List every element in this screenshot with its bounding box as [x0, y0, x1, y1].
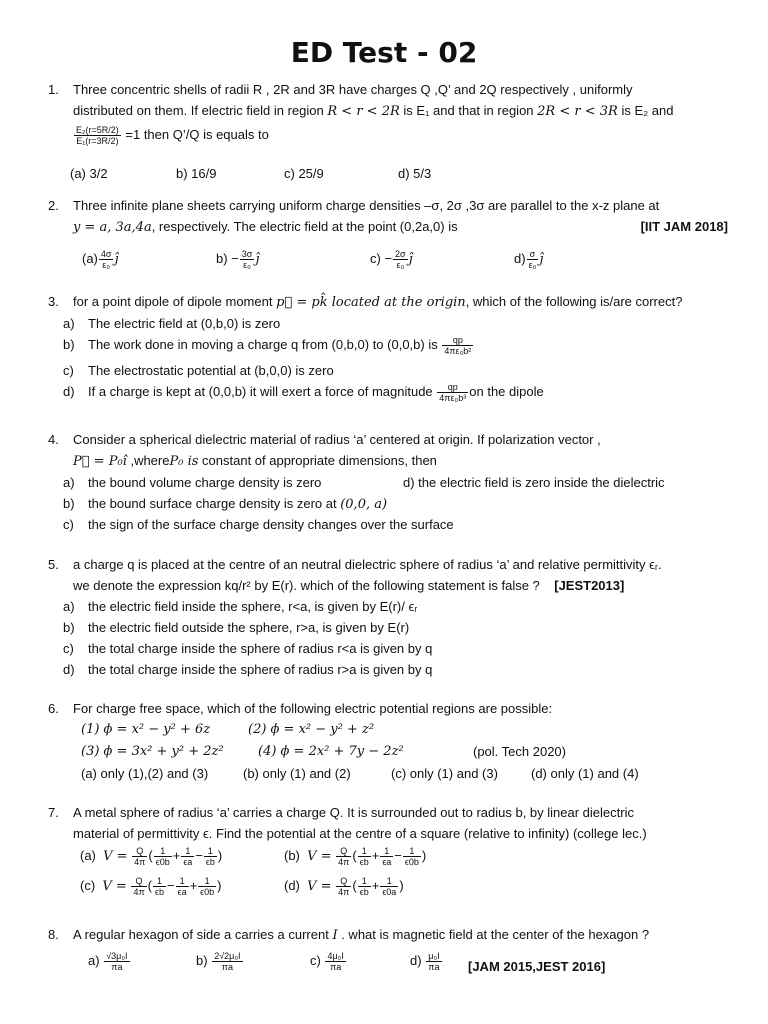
sub-label: c)	[63, 363, 74, 378]
fraction-numerator: E₂(r=5R/2)	[76, 125, 119, 136]
fraction-denominator: 4π	[133, 887, 145, 898]
option-label: d)	[514, 251, 526, 266]
fraction-denominator: ϵb	[155, 887, 164, 898]
potential-symbol: V =	[102, 879, 127, 894]
question-7	[48, 802, 738, 844]
fraction-numerator: 4μ₀I	[327, 951, 344, 962]
unit-vector: ĵ	[539, 252, 544, 267]
sub-text: the bound surface charge density is zero at	[88, 496, 337, 511]
q1-ratio-fraction	[74, 125, 121, 146]
q8-line1	[73, 924, 738, 946]
question-number: 7.	[48, 805, 59, 820]
q8-text: A regular hexagon of side a carries a current	[73, 927, 329, 942]
option-b: (b) only (1) and (2)	[243, 766, 351, 781]
q1-text: is E₂ and	[621, 103, 674, 118]
potential-3: (3) ϕ = 3x² + y² + 2z²	[81, 744, 224, 759]
q4-sub-a	[48, 472, 738, 493]
q3-text: , which of the following is/are correct?	[465, 294, 683, 309]
sub-label: a)	[63, 599, 75, 614]
fraction-denominator: ϵb	[359, 857, 369, 868]
question-1	[48, 79, 738, 146]
fraction-numerator: 1	[380, 876, 398, 887]
q4-point: (0,0, a)	[340, 497, 388, 512]
question-number: 6.	[48, 701, 59, 716]
option-b	[196, 950, 244, 972]
option-label: b) −	[216, 251, 239, 266]
option-a: (a) only (1),(2) and (3)	[81, 766, 209, 781]
fraction-numerator: μ₀I	[428, 951, 440, 962]
q5-line2	[73, 575, 738, 596]
fraction-numerator: 1	[181, 846, 194, 857]
q1-region2: 2R < r < 3R	[537, 104, 618, 119]
q6-potentials-row1	[73, 719, 738, 741]
fraction-numerator: qp	[437, 382, 468, 393]
option-label: a)	[88, 953, 100, 968]
fraction-numerator: 1	[204, 846, 217, 857]
potential-1: (1) ϕ = x² − y² + 6z	[81, 722, 211, 737]
q6-potentials-row2	[73, 741, 738, 763]
fraction-denominator: ϵb	[205, 857, 215, 868]
option-c: (c) V = $\frac{Q}{4\pi}$ ( $\frac{1}{\epsilon b}$ − $\frac{1}{\epsilon a}$ + $\frac{1}{\epsilon 0b}$ )	[80, 876, 222, 898]
q4-line2	[73, 450, 738, 472]
q5-line1: a charge q is placed at the centre of an neutral dielectric sphere of radius ‘a’ and relative permittivity ϵᵣ.	[73, 557, 662, 572]
q3-sub-b	[48, 334, 738, 360]
sub-text: the sign of the surface charge density changes over the surface	[88, 517, 454, 532]
q7-line2: material of permittivity ϵ. Find the potential at the centre of a square (relative to infinity) (college lec.)	[73, 826, 647, 841]
fraction-denominator: πa	[111, 962, 123, 973]
q5-sub-d	[48, 659, 738, 680]
potential-symbol: V =	[103, 849, 128, 864]
fraction-denominator: ϵ0a	[382, 887, 397, 898]
sub-label: b)	[63, 337, 75, 352]
q6-options	[73, 763, 738, 785]
fraction-numerator: 1	[358, 876, 371, 887]
sub-label: b)	[63, 496, 75, 511]
q2-line2	[73, 216, 738, 238]
q2-text: , respectively. The electric field at the point (0,2a,0) is	[151, 219, 458, 234]
question-3	[48, 291, 738, 402]
current-symbol: I	[332, 928, 338, 943]
q3-dipole-expr: p⃗ = pk̂ located at the origin	[276, 295, 466, 310]
option-d: (d) V = $\frac{Q}{4\pi}$ ( $\frac{1}{\epsilon b}$ + $\frac{1}{\epsilon 0a}$ )	[284, 876, 404, 898]
fraction-numerator: 1	[176, 876, 189, 887]
fraction-denominator: πa	[221, 962, 233, 973]
q4-line1: Consider a spherical dielectric material of radius ‘a’ centered at origin. If polarization vector ,	[73, 432, 601, 447]
fraction-denominator: 4πε₀b³	[439, 393, 467, 404]
unit-vector: ĵ	[408, 252, 413, 267]
q2-options	[48, 248, 738, 278]
page-title: ED Test - 02	[290, 36, 478, 69]
fraction-denominator: ε₀	[528, 260, 537, 271]
option-a: (a) V = $\frac{Q}{4\pi}$ ( $\frac{1}{\epsilon 0b}$ + $\frac{1}{\epsilon a}$ − $\frac{1}{\epsilon b}$ )	[80, 846, 223, 868]
fraction-denominator: ϵb	[359, 887, 369, 898]
sub-label: b)	[63, 620, 75, 635]
sub-text: the total charge inside the sphere of radius r>a is given by q	[88, 662, 433, 677]
option-c: (c) only (1) and (3)	[391, 766, 498, 781]
potential-symbol: V =	[307, 849, 332, 864]
q4-const: P₀ is	[169, 454, 199, 469]
option-label: (a)	[80, 848, 96, 863]
q3-text: for a point dipole of dipole moment	[73, 294, 273, 309]
option-label: c) −	[370, 251, 393, 266]
fraction-denominator: ϵa	[183, 857, 193, 868]
sub-text: the electric field inside the sphere, r<a, is given by E(r)/ ϵᵣ	[88, 599, 418, 614]
fraction-denominator: ϵa	[382, 857, 392, 868]
option-b: (b) V = $\frac{Q}{4\pi}$ ( $\frac{1}{\epsilon b}$ + $\frac{1}{\epsilon a}$ − $\frac{1}{\epsilon 0b}$ )	[284, 846, 427, 868]
option-c: c) 25/9	[284, 166, 324, 181]
option-label: (d)	[284, 878, 300, 893]
source-tag: [IIT JAM 2018]	[640, 219, 728, 234]
sub-label: d)	[63, 662, 75, 677]
q4-sub-b	[48, 493, 738, 514]
option-label: b)	[196, 953, 208, 968]
sub-text: The work done in moving a charge q from (0,b,0) to (0,0,b) is	[88, 337, 438, 352]
option-d: (d) only (1) and (4)	[531, 766, 639, 781]
question-6	[48, 698, 738, 785]
potential-2: (2) ϕ = x² − y² + z²	[248, 722, 375, 737]
q1-line2	[73, 100, 738, 122]
option-d: d) 5/3	[398, 166, 432, 181]
fraction-denominator: 4π	[134, 857, 146, 868]
sub-text: the electric field outside the sphere, r>a, is given by E(r)	[88, 620, 410, 635]
q2-positions: y = a, 3a,4a	[73, 220, 152, 235]
q5-sub-b	[48, 617, 738, 638]
q1-text: distributed on them. If electric field in region	[73, 103, 324, 118]
q3-line1	[73, 291, 738, 313]
option-label: (a)	[82, 251, 98, 266]
q3-sub-c	[48, 360, 738, 381]
sub-label: c)	[63, 641, 74, 656]
fraction-numerator: 2σ	[395, 249, 406, 260]
unit-vector: ĵ	[255, 252, 260, 267]
q4-text: constant of appropriate dimensions, then	[202, 453, 437, 468]
potential-4: (4) ϕ = 2x² + 7y − 2z²	[258, 744, 404, 759]
option-c	[370, 248, 413, 270]
fraction-denominator: ε₀	[243, 260, 251, 271]
source-tag: [JEST2013]	[554, 578, 625, 593]
option-label: (b)	[284, 848, 300, 863]
fraction-numerator: 2√2μ₀I	[214, 951, 241, 962]
question-5	[48, 554, 738, 680]
question-number: 3.	[48, 294, 59, 309]
fraction-numerator: 1	[358, 846, 371, 857]
sub-label: a)	[63, 316, 75, 331]
fraction-numerator: 1	[154, 846, 172, 857]
sub-label: d)	[63, 384, 75, 399]
source-tag: [JAM 2015,JEST 2016]	[468, 959, 606, 974]
q8-options	[48, 950, 738, 980]
fraction-denominator: ε₀	[396, 260, 405, 271]
option-label: (c)	[80, 878, 96, 893]
fraction-denominator: πa	[330, 962, 342, 973]
fraction-numerator: 1	[198, 876, 216, 887]
q5-sub-a	[48, 596, 738, 617]
sub-text: d) the electric field is zero inside the dielectric	[403, 475, 665, 490]
fraction-numerator: √3μ₀I	[106, 951, 128, 962]
fraction-numerator: Q	[336, 846, 351, 857]
fraction-numerator: Q	[132, 846, 147, 857]
q6-line1: For charge free space, which of the following electric potential regions are possible:	[73, 701, 553, 716]
unit-vector: ĵ	[114, 252, 119, 267]
option-c	[310, 950, 347, 972]
sub-text: If a charge is kept at (0,0,b) it will exert a force of magnitude	[88, 384, 433, 399]
sub-label: a)	[63, 475, 75, 490]
sub-text: the bound volume charge density is zero	[88, 475, 322, 490]
fraction-denominator: 4πε₀b²	[444, 346, 472, 357]
fraction-denominator: 4π	[338, 857, 350, 868]
q3-sub-d	[48, 381, 738, 402]
potential-symbol: V =	[307, 879, 332, 894]
fraction-numerator: 1	[153, 876, 166, 887]
fraction-denominator: E₁(r=3R/2)	[76, 136, 119, 147]
fraction-denominator: ϵ0b	[404, 857, 419, 868]
sub-text: The electrostatic potential at (b,0,0) is zero	[88, 363, 334, 378]
fraction-numerator: 4σ	[100, 249, 112, 260]
fraction-numerator: 1	[403, 846, 421, 857]
option-label: d)	[410, 953, 422, 968]
question-number: 4.	[48, 432, 59, 447]
fraction-denominator: ϵa	[177, 887, 187, 898]
q2-line1: Three infinite plane sheets carrying uniform charge densities –σ, 2σ ,3σ are parallel to the x-z plane at	[73, 198, 660, 213]
option-label: c)	[310, 953, 321, 968]
q3-sub-a	[48, 313, 738, 334]
q8-text: . what is magnetic field at the center of the hexagon ?	[341, 927, 650, 942]
sub-text: on the dipole	[469, 384, 544, 399]
option-a: (a) 3/2	[70, 166, 108, 181]
q1-text: =1 then Q’/Q is equals to	[125, 127, 269, 142]
option-d	[410, 950, 443, 972]
question-4	[48, 429, 738, 535]
fraction-denominator: 4π	[338, 887, 350, 898]
q4-sub-c	[48, 514, 738, 535]
q7-options	[48, 845, 738, 905]
question-number: 5.	[48, 557, 59, 572]
question-number: 2.	[48, 198, 59, 213]
q4-polarization: P⃗ = P₀î	[73, 454, 127, 469]
fraction-denominator: ε₀	[102, 260, 111, 271]
sub-text: The electric field at (0,b,0) is zero	[88, 316, 281, 331]
fraction-numerator: Q	[131, 876, 146, 887]
fraction-denominator: ϵ0b	[155, 857, 170, 868]
q1-line1: Three concentric shells of radii R , 2R and 3R have charges Q ,Q’ and 2Q respectively , uniformly	[73, 82, 633, 97]
q4-text: ,where	[130, 453, 170, 468]
option-d	[514, 248, 543, 270]
fraction-numerator: Q	[336, 876, 351, 887]
option-b: b) 16/9	[176, 166, 217, 181]
question-2	[48, 195, 738, 238]
q5-sub-c	[48, 638, 738, 659]
fraction-denominator: πa	[428, 962, 440, 973]
sub-text: the total charge inside the sphere of radius r<a is given by q	[88, 641, 433, 656]
q7-line1: A metal sphere of radius ‘a’ carries a charge Q. It is surrounded out to radius b, by linear dielectric	[73, 805, 634, 820]
source-tag: (pol. Tech 2020)	[473, 744, 566, 759]
q1-region1: R < r < 2R	[327, 104, 400, 119]
question-number: 1.	[48, 82, 59, 97]
question-8	[48, 924, 738, 946]
option-a	[82, 248, 118, 270]
fraction-numerator: qp	[442, 335, 473, 346]
q1-text: is E₁ and that in region	[403, 103, 534, 118]
option-b	[216, 248, 259, 270]
fraction-numerator: 1	[380, 846, 393, 857]
q5-text: we denote the expression kq/r² by E(r). which of the following statement is false ?	[73, 578, 540, 593]
q1-line3	[73, 124, 738, 146]
fraction-numerator: 3σ	[241, 249, 253, 260]
fraction-numerator: σ	[527, 249, 539, 260]
question-number: 8.	[48, 927, 59, 942]
option-a	[88, 950, 131, 972]
fraction-denominator: ϵ0b	[200, 887, 215, 898]
sub-label: c)	[63, 517, 74, 532]
